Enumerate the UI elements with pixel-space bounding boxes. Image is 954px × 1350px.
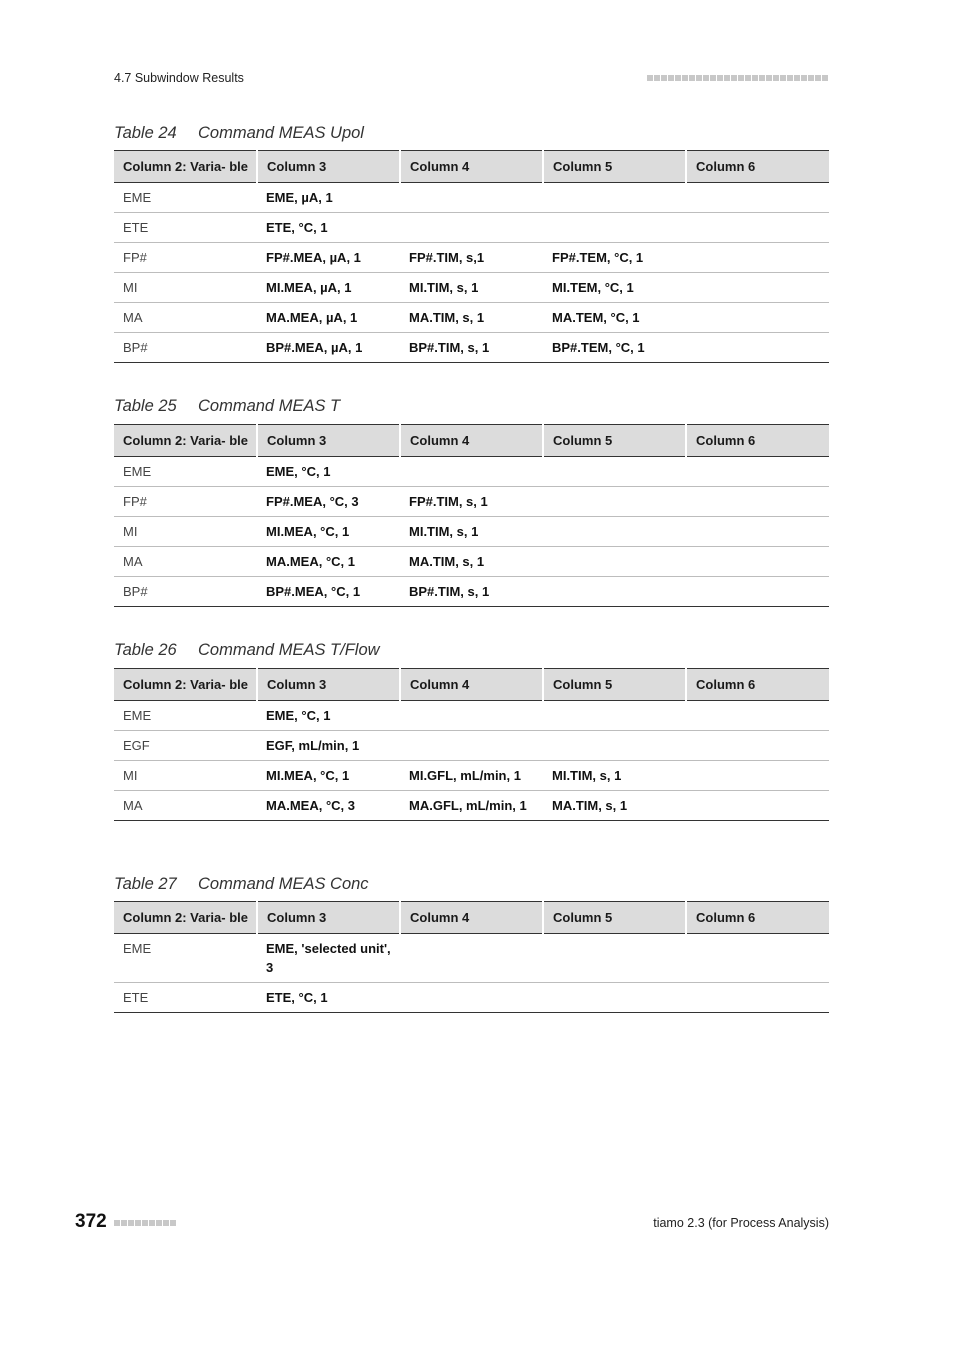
value-cell: MA.TIM, s, 1: [400, 303, 543, 333]
value-cell: FP#.MEA, °C, 3: [257, 487, 400, 517]
value-cell: MI.MEA, µA, 1: [257, 273, 400, 303]
column-header: Column 2: Varia- ble: [114, 669, 257, 701]
value-cell: FP#.TIM, s, 1: [400, 487, 543, 517]
column-header: Column 5: [543, 151, 686, 183]
column-header: Column 5: [543, 669, 686, 701]
value-cell: [543, 983, 686, 1013]
table-row: [114, 273, 829, 303]
value-cell: [543, 934, 686, 983]
value-cell: ETE, °C, 1: [257, 983, 400, 1013]
value-cell: BP#.MEA, µA, 1: [257, 333, 400, 363]
column-header: Column 6: [686, 902, 829, 934]
table-row: [114, 577, 829, 607]
value-cell: FP#.TEM, °C, 1: [543, 243, 686, 273]
column-header: Column 3: [257, 902, 400, 934]
table-row: [114, 303, 829, 333]
results-table: [114, 901, 829, 1013]
value-cell: [543, 213, 686, 243]
table-number: Table 24: [114, 124, 177, 142]
table-title: Command MEAS Conc: [198, 875, 369, 893]
header-decoration: [647, 75, 828, 81]
table-row: [114, 701, 829, 731]
value-cell: MA.MEA, µA, 1: [257, 303, 400, 333]
variable-cell: MA: [114, 547, 257, 577]
table-header-row: [114, 151, 829, 183]
value-cell: BP#.TIM, s, 1: [400, 577, 543, 607]
table-header-row: [114, 669, 829, 701]
value-cell: [543, 547, 686, 577]
variable-cell: EME: [114, 701, 257, 731]
value-cell: MI.TIM, s, 1: [400, 273, 543, 303]
value-cell: [686, 731, 829, 761]
value-cell: [400, 213, 543, 243]
value-cell: BP#.MEA, °C, 1: [257, 577, 400, 607]
value-cell: [400, 731, 543, 761]
product-name: tiamo 2.3 (for Process Analysis): [653, 1216, 829, 1230]
value-cell: MA.MEA, °C, 1: [257, 547, 400, 577]
variable-cell: FP#: [114, 487, 257, 517]
table-title: Command MEAS T/Flow: [198, 641, 380, 659]
value-cell: EGF, mL/min, 1: [257, 731, 400, 761]
column-header: Column 4: [400, 902, 543, 934]
value-cell: [686, 213, 829, 243]
table-row: [114, 487, 829, 517]
table-row: [114, 761, 829, 791]
table-number: Table 26: [114, 641, 177, 659]
value-cell: [543, 731, 686, 761]
variable-cell: EGF: [114, 731, 257, 761]
table-row: [114, 791, 829, 821]
value-cell: EME, µA, 1: [257, 183, 400, 213]
value-cell: MI.TIM, s, 1: [543, 761, 686, 791]
value-cell: [543, 701, 686, 731]
table-number: Table 25: [114, 397, 177, 415]
value-cell: EME, 'selected unit', 3: [257, 934, 400, 983]
column-header: Column 2: Varia- ble: [114, 151, 257, 183]
table-row: [114, 333, 829, 363]
column-header: Column 4: [400, 425, 543, 457]
variable-cell: EME: [114, 457, 257, 487]
value-cell: MI.TIM, s, 1: [400, 517, 543, 547]
value-cell: [686, 701, 829, 731]
value-cell: MA.TEM, °C, 1: [543, 303, 686, 333]
column-header: Column 3: [257, 669, 400, 701]
table-row: [114, 213, 829, 243]
table-row: [114, 547, 829, 577]
value-cell: [400, 457, 543, 487]
page-number: 372: [75, 1211, 107, 1232]
column-header: Column 3: [257, 151, 400, 183]
value-cell: MA.GFL, mL/min, 1: [400, 791, 543, 821]
value-cell: [543, 457, 686, 487]
value-cell: [686, 791, 829, 821]
value-cell: FP#.TIM, s,1: [400, 243, 543, 273]
value-cell: MI.MEA, °C, 1: [257, 761, 400, 791]
table-title: Command MEAS Upol: [198, 124, 364, 142]
value-cell: FP#.MEA, µA, 1: [257, 243, 400, 273]
variable-cell: BP#: [114, 333, 257, 363]
value-cell: BP#.TEM, °C, 1: [543, 333, 686, 363]
table-row: [114, 183, 829, 213]
value-cell: ETE, °C, 1: [257, 213, 400, 243]
variable-cell: MI: [114, 273, 257, 303]
value-cell: MI.MEA, °C, 1: [257, 517, 400, 547]
value-cell: [400, 934, 543, 983]
results-table: [114, 150, 829, 363]
table-caption: [114, 641, 380, 660]
column-header: Column 6: [686, 669, 829, 701]
value-cell: MA.MEA, °C, 3: [257, 791, 400, 821]
value-cell: BP#.TIM, s, 1: [400, 333, 543, 363]
value-cell: [686, 273, 829, 303]
column-header: Column 6: [686, 425, 829, 457]
value-cell: [686, 517, 829, 547]
table-row: [114, 457, 829, 487]
results-table: [114, 424, 829, 607]
value-cell: EME, °C, 1: [257, 701, 400, 731]
table-row: [114, 243, 829, 273]
value-cell: [686, 934, 829, 983]
value-cell: MI.GFL, mL/min, 1: [400, 761, 543, 791]
table-number: Table 27: [114, 875, 177, 893]
column-header: Column 4: [400, 669, 543, 701]
value-cell: [686, 333, 829, 363]
value-cell: MI.TEM, °C, 1: [543, 273, 686, 303]
section-header: 4.7 Subwindow Results: [114, 71, 244, 85]
results-table: [114, 668, 829, 821]
footer-decoration: [114, 1220, 176, 1226]
value-cell: [400, 983, 543, 1013]
variable-cell: MI: [114, 761, 257, 791]
value-cell: MA.TIM, s, 1: [400, 547, 543, 577]
column-header: Column 3: [257, 425, 400, 457]
value-cell: [400, 183, 543, 213]
value-cell: [686, 577, 829, 607]
value-cell: [686, 243, 829, 273]
variable-cell: ETE: [114, 213, 257, 243]
value-cell: [543, 577, 686, 607]
table-caption: [114, 397, 340, 416]
table-row: [114, 517, 829, 547]
value-cell: [543, 517, 686, 547]
variable-cell: MA: [114, 791, 257, 821]
table-header-row: [114, 902, 829, 934]
variable-cell: FP#: [114, 243, 257, 273]
table-row: [114, 731, 829, 761]
table-row: [114, 934, 829, 983]
value-cell: [400, 701, 543, 731]
column-header: Column 4: [400, 151, 543, 183]
column-header: Column 2: Varia- ble: [114, 425, 257, 457]
table-header-row: [114, 425, 829, 457]
table-title: Command MEAS T: [198, 397, 341, 415]
value-cell: [686, 547, 829, 577]
variable-cell: EME: [114, 934, 257, 983]
value-cell: [543, 183, 686, 213]
table-caption: [114, 124, 364, 143]
table-row: [114, 983, 829, 1013]
value-cell: EME, °C, 1: [257, 457, 400, 487]
variable-cell: BP#: [114, 577, 257, 607]
column-header: Column 2: Varia- ble: [114, 902, 257, 934]
column-header: Column 6: [686, 151, 829, 183]
table-caption: [114, 875, 369, 894]
value-cell: [686, 983, 829, 1013]
value-cell: [686, 487, 829, 517]
value-cell: MA.TIM, s, 1: [543, 791, 686, 821]
value-cell: [686, 457, 829, 487]
column-header: Column 5: [543, 425, 686, 457]
variable-cell: MI: [114, 517, 257, 547]
value-cell: [686, 303, 829, 333]
variable-cell: EME: [114, 183, 257, 213]
value-cell: [686, 183, 829, 213]
value-cell: [543, 487, 686, 517]
column-header: Column 5: [543, 902, 686, 934]
variable-cell: MA: [114, 303, 257, 333]
value-cell: [686, 761, 829, 791]
variable-cell: ETE: [114, 983, 257, 1013]
